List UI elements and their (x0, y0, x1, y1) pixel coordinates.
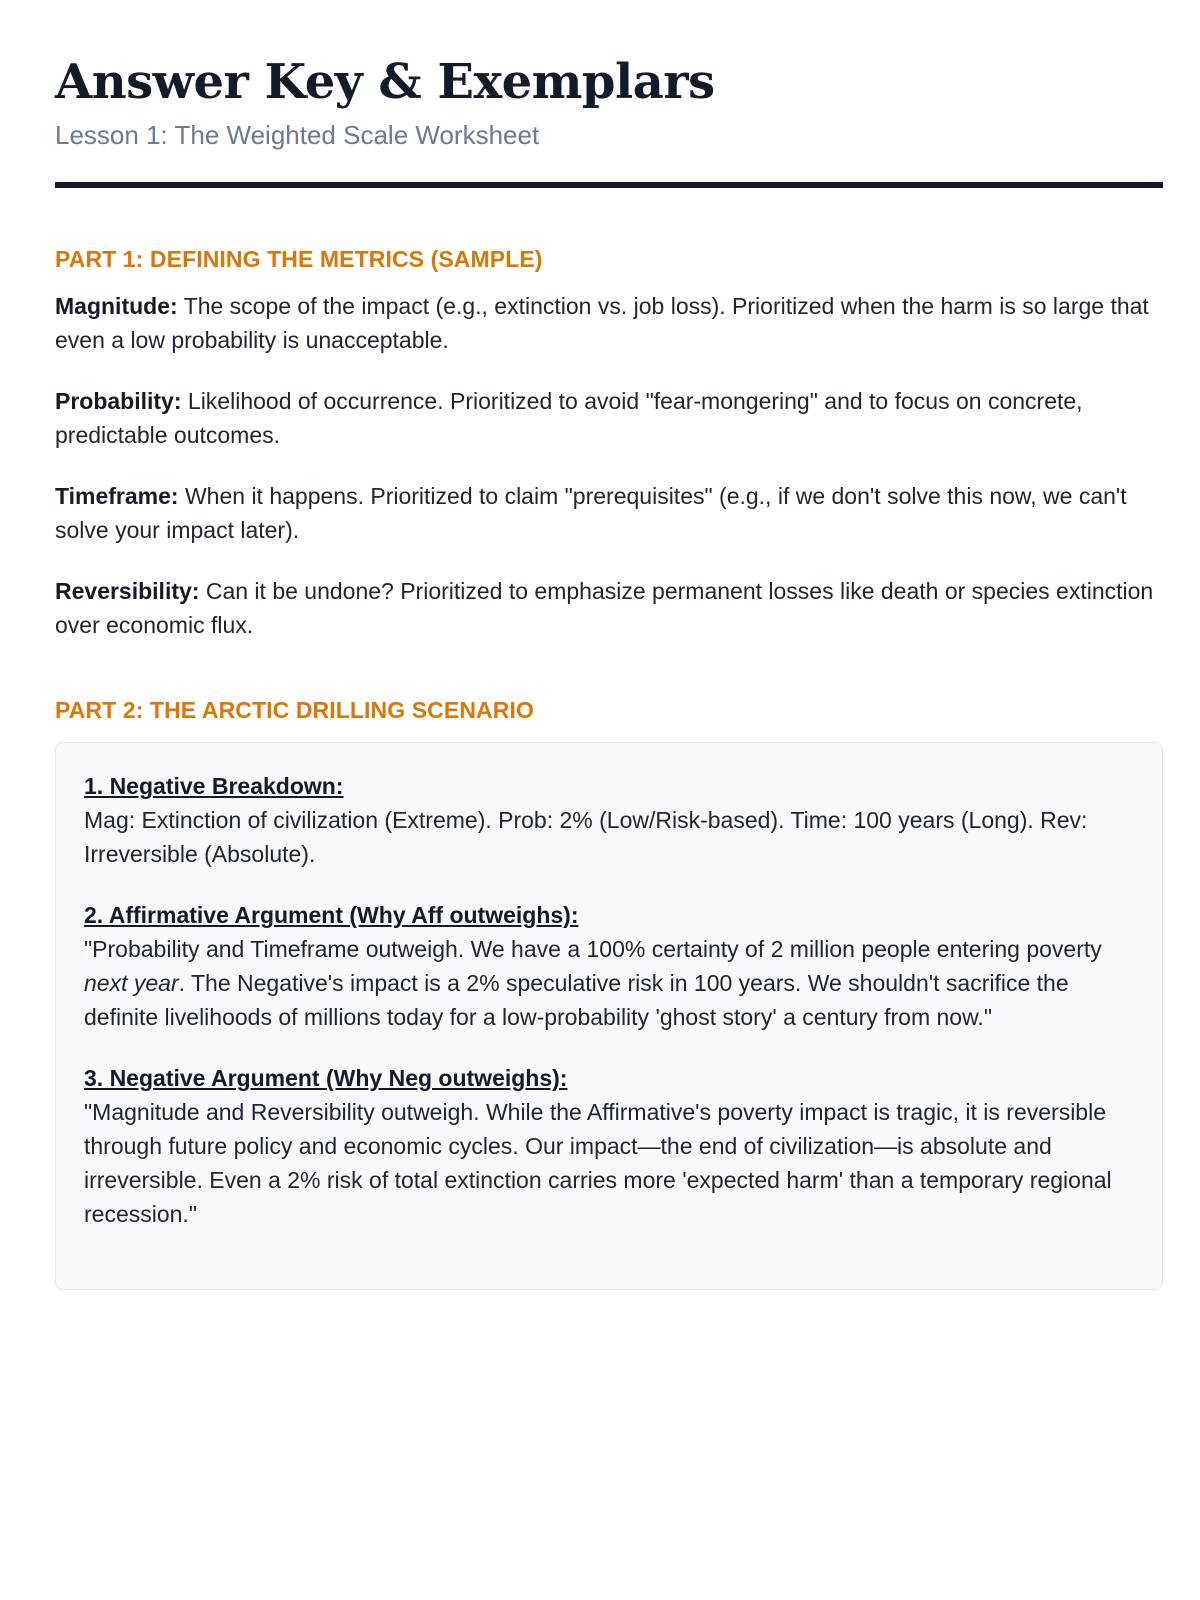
answer-body: Mag: Extinction of civilization (Extreme). Prob: 2% (Low/Risk-based). Time: 100 years (Long). Rev: Irreversible (Absolute). (84, 807, 1088, 867)
answer-affirmative-argument (84, 898, 1134, 1034)
answer-body-text: . The Negative's impact is a 2% speculative risk in 100 years. We shouldn't sacrifice the definite livelihoods of millions today for a low-probability 'ghost story' a century from now." (84, 970, 1069, 1030)
metric-term: Magnitude: (55, 293, 178, 319)
metric-timeframe (55, 479, 1163, 547)
answer-label: 3. Negative Argument (Why Neg outweighs): (84, 1065, 568, 1091)
header-divider (55, 182, 1163, 188)
metric-magnitude (55, 289, 1163, 357)
metric-term: Timeframe: (55, 483, 179, 509)
page-title: Answer Key & Exemplars (55, 54, 715, 110)
scenario-answer-box (55, 742, 1163, 1290)
metric-definition: Can it be undone? Prioritized to emphasize permanent losses like death or species extinction over economic flux. (55, 578, 1154, 638)
part1-heading: PART 1: DEFINING THE METRICS (SAMPLE) (55, 246, 543, 272)
metric-term: Probability: (55, 388, 182, 414)
answer-negative-breakdown (84, 769, 1134, 871)
metric-definition: Likelihood of occurrence. Prioritized to avoid "fear-mongering" and to focus on concrete, predictable outcomes. (55, 388, 1083, 448)
part2-heading: PART 2: THE ARCTIC DRILLING SCENARIO (55, 697, 534, 723)
page-subtitle: Lesson 1: The Weighted Scale Worksheet (55, 120, 540, 150)
metric-definition: The scope of the impact (e.g., extinction vs. job loss). Prioritized when the harm is so large that even a low probability is unacceptable. (55, 293, 1149, 353)
answer-body: "Magnitude and Reversibility outweigh. While the Affirmative's poverty impact is tragic, it is reversible through future policy and economic cycles. Our impact—the end of civilization—is absolute and irreversible. Even a 2% risk of total extinction carries more 'expected harm' than a temporary regional recession." (84, 1099, 1112, 1227)
metric-term: Reversibility: (55, 578, 200, 604)
metrics-list (55, 289, 1163, 669)
metric-probability (55, 384, 1163, 452)
answer-negative-argument (84, 1061, 1134, 1231)
metric-reversibility (55, 574, 1163, 642)
answer-body-emphasis: next year (84, 970, 179, 996)
answer-label: 1. Negative Breakdown: (84, 773, 344, 799)
answer-label: 2. Affirmative Argument (Why Aff outweighs): (84, 902, 579, 928)
metric-definition: When it happens. Prioritized to claim "prerequisites" (e.g., if we don't solve this now, we can't solve your impact later). (55, 483, 1127, 543)
answer-body-text: "Probability and Timeframe outweigh. We have a 100% certainty of 2 million people entering poverty (84, 936, 1102, 962)
answer-body (84, 932, 1134, 1034)
